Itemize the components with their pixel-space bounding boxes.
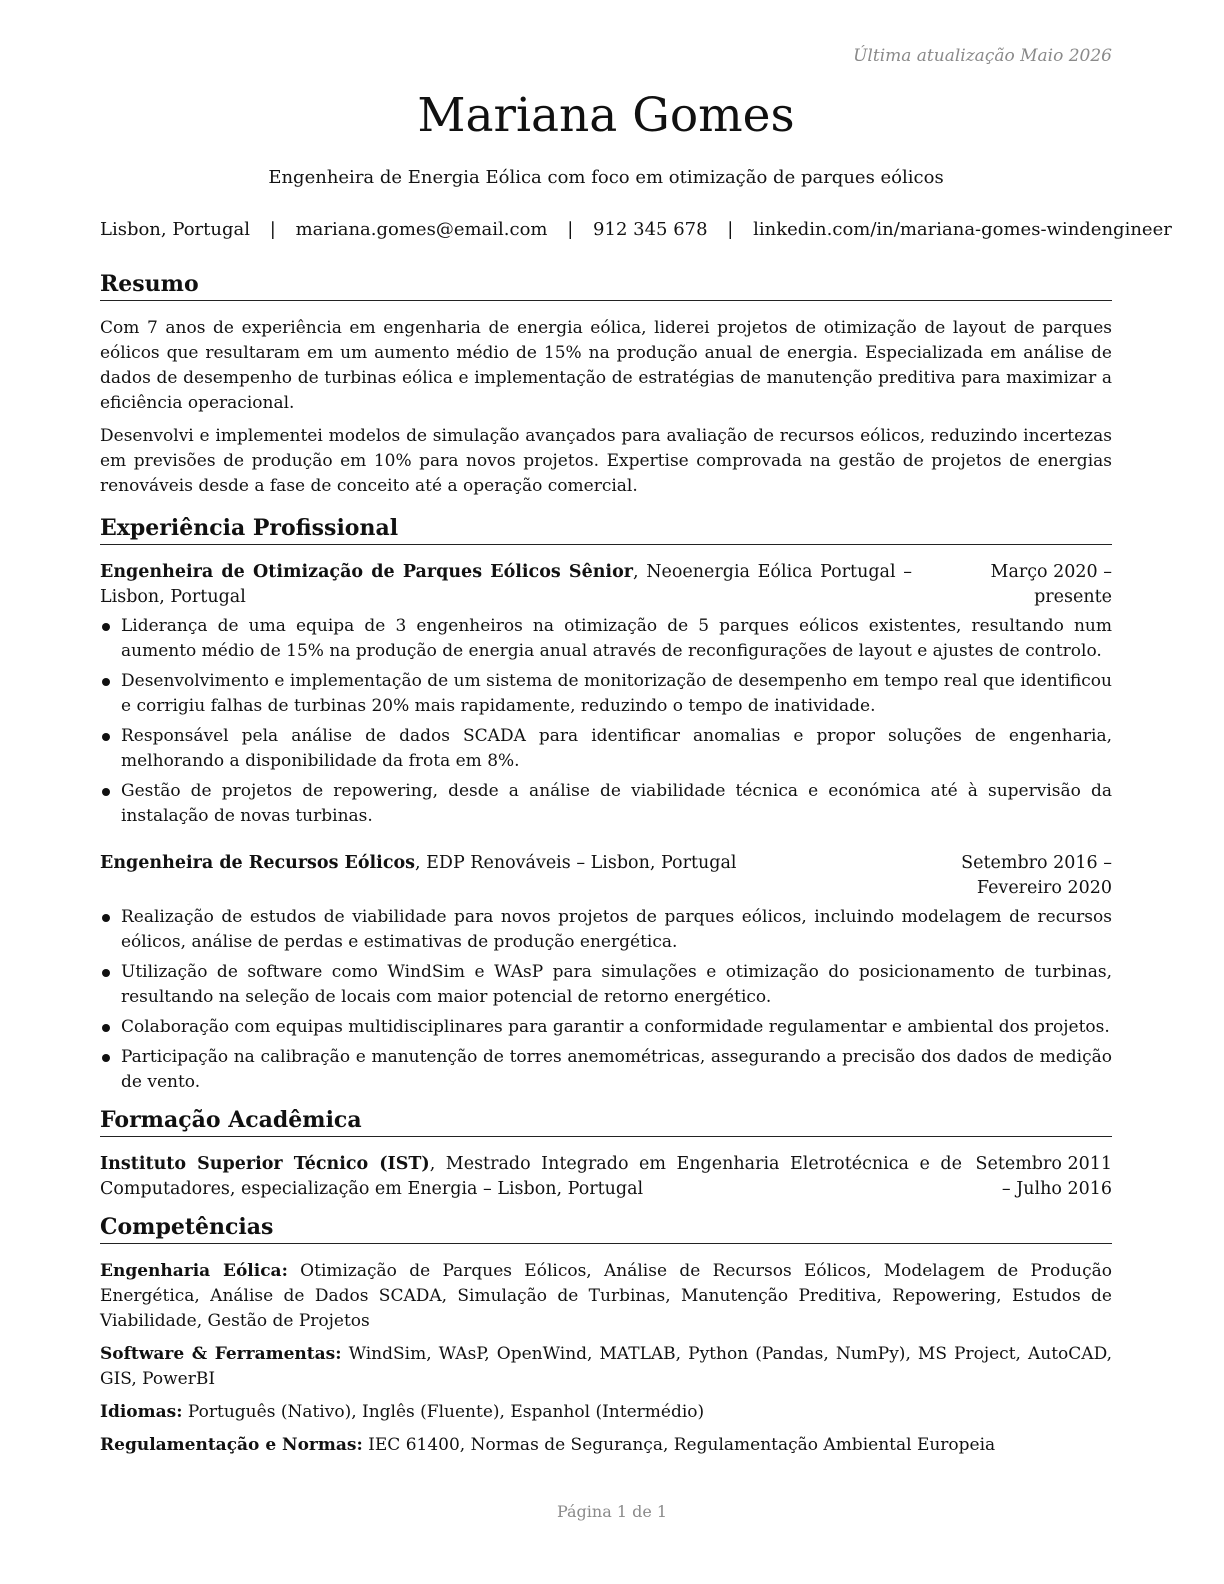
job-bullet bbox=[100, 960, 1112, 1010]
section-title-skills: Competências bbox=[100, 1212, 1112, 1244]
job-bullet bbox=[100, 724, 1112, 774]
education-institution: Instituto Superior Técnico (IST) bbox=[100, 1154, 430, 1174]
job-organization: , EDP Renováveis – Lisbon, Portugal bbox=[415, 853, 737, 873]
bullet-text: Responsável pela análise de dados SCADA para identificar anomalias e propor soluções de engenharia, melhorando a disponibilidade da frota em 8%. bbox=[121, 726, 1112, 771]
job-bullet bbox=[100, 614, 1112, 664]
summary-paragraph: Desenvolvi e implementei modelos de simulação avançados para avaliação de recursos eólicos, reduzindo incertezas em previsões de produção em 10% para novos projetos. Expertise comprovada na gestão de projetos de energias renováveis desde a fase de conceito até a operação comercial. bbox=[100, 426, 1112, 496]
education-dates: Setembro 2011 – Julho 2016 bbox=[975, 1154, 1112, 1199]
job-dates: Março 2020 – presente bbox=[990, 562, 1112, 607]
bullet-icon bbox=[102, 969, 110, 977]
job-bullet bbox=[100, 1015, 1112, 1040]
job-bullet bbox=[100, 1045, 1112, 1095]
contact-phone: 912 345 678 bbox=[593, 219, 708, 240]
bullet-text: Liderança de uma equipa de 3 engenheiros na otimização de 5 parques eólicos existentes, resultando num aumento médio de 15% na produção de energia anual através de reconfigurações de layout e ajustes de controlo. bbox=[121, 616, 1112, 661]
contact-separator: | bbox=[269, 219, 276, 240]
bullet-icon bbox=[102, 788, 110, 796]
contact-separator: | bbox=[567, 219, 574, 240]
bullet-text: Colaboração com equipas multidisciplinares para garantir a conformidade regulamentar e ambiental dos projetos. bbox=[121, 1017, 1110, 1037]
job-bullet-list bbox=[100, 905, 1112, 1095]
skill-label: Idiomas: bbox=[100, 1402, 183, 1422]
tagline: Engenheira de Energia Eólica com foco em otimização de parques eólicos bbox=[268, 167, 944, 188]
education-details: , Mestrado Integrado em Engenharia Eletrotécnica e de Computadores, especialização em Energia – Lisbon, Portugal bbox=[100, 1154, 962, 1199]
job-title-line bbox=[100, 560, 912, 610]
job-bullet-list bbox=[100, 614, 1112, 829]
skill-group bbox=[100, 1342, 1112, 1392]
skill-label: Regulamentação e Normas: bbox=[100, 1435, 363, 1455]
bullet-icon bbox=[102, 1024, 110, 1032]
section-title-education: Formação Acadêmica bbox=[100, 1105, 1112, 1137]
contact-email[interactable]: mariana.gomes@email.com bbox=[295, 219, 548, 240]
job-header bbox=[100, 851, 1112, 901]
job-role: Engenheira de Otimização de Parques Eólicos Sênior bbox=[100, 562, 633, 582]
skill-label: Software & Ferramentas: bbox=[100, 1344, 342, 1364]
bullet-icon bbox=[102, 914, 110, 922]
skill-value: WindSim, WAsP, OpenWind, MATLAB, Python (Pandas, NumPy), MS Project, AutoCAD, GIS, PowerBI bbox=[100, 1344, 1112, 1389]
bullet-text: Participação na calibração e manutenção de torres anemométricas, assegurando a precisão dos dados de medição de vento. bbox=[121, 1047, 1112, 1092]
skill-label: Engenharia Eólica: bbox=[100, 1261, 288, 1281]
contact-location: Lisbon, Portugal bbox=[100, 219, 251, 240]
candidate-name: Mariana Gomes bbox=[417, 88, 795, 143]
bullet-text: Utilização de software como WindSim e WAsP para simulações e otimização do posicionamento de turbinas, resultando na seleção de locais com maior potencial de retorno energético. bbox=[121, 962, 1112, 1007]
job-role: Engenheira de Recursos Eólicos bbox=[100, 853, 416, 873]
last-updated: Última atualização Maio 2026 bbox=[853, 46, 1112, 66]
job-organization: , Neoenergia Eólica Portugal – Lisbon, Portugal bbox=[100, 562, 912, 607]
page-number: Página 1 de 1 bbox=[556, 1502, 668, 1521]
skill-value: Otimização de Parques Eólicos, Análise de Recursos Eólicos, Modelagem de Produção Energética, Análise de Dados SCADA, Simulação de Turbinas, Manutenção Preditiva, Repowering, Estudos de Viabilidade, Gestão de Projetos bbox=[100, 1261, 1113, 1331]
bullet-icon bbox=[102, 678, 110, 686]
skill-group bbox=[100, 1259, 1112, 1334]
bullet-icon bbox=[102, 623, 110, 631]
job-title-line bbox=[100, 851, 872, 876]
job-bullet bbox=[100, 779, 1112, 829]
job-bullet bbox=[100, 905, 1112, 955]
education-line bbox=[100, 1152, 962, 1202]
bullet-icon bbox=[102, 1054, 110, 1062]
skills-section bbox=[100, 1259, 1112, 1458]
resume-page bbox=[100, 40, 1172, 1466]
job-header bbox=[100, 560, 1112, 610]
bullet-text: Gestão de projetos de repowering, desde a análise de viabilidade técnica e económica até à supervisão da instalação de novas turbinas. bbox=[121, 781, 1112, 826]
job-dates: Setembro 2016 – Fevereiro 2020 bbox=[961, 853, 1112, 898]
contact-linkedin[interactable]: linkedin.com/in/mariana-gomes-windengineer bbox=[753, 219, 1172, 240]
skill-group bbox=[100, 1400, 1112, 1425]
skill-value: Português (Nativo), Inglês (Fluente), Espanhol (Intermédio) bbox=[187, 1402, 705, 1422]
summary-paragraph: Com 7 anos de experiência em engenharia de energia eólica, liderei projetos de otimização de layout de parques eólicos que resultaram em um aumento médio de 15% na produção anual de energia. Especializada em análise de dados de desempenho de turbinas eólica e implementação de estratégias de manutenção preditiva para maximizar a eficiência operacional. bbox=[100, 318, 1112, 413]
bullet-text: Desenvolvimento e implementação de um sistema de monitorização de desempenho em tempo real que identificou e corrigiu falhas de turbinas 20% mais rapidamente, reduzindo o tempo de inatividade. bbox=[121, 671, 1112, 716]
skill-group bbox=[100, 1433, 1112, 1458]
summary-section bbox=[100, 316, 1112, 499]
bullet-icon bbox=[102, 733, 110, 741]
section-title-experience: Experiência Profissional bbox=[100, 513, 1112, 545]
contact-separator: | bbox=[727, 219, 734, 240]
contact-line bbox=[100, 218, 1172, 242]
section-title-summary: Resumo bbox=[100, 269, 1112, 301]
bullet-text: Realização de estudos de viabilidade para novos projetos de parques eólicos, incluindo modelagem de recursos eólicos, análise de perdas e estimativas de produção energética. bbox=[121, 907, 1112, 952]
education-entry bbox=[100, 1152, 1112, 1202]
job-bullet bbox=[100, 669, 1112, 719]
skill-value: IEC 61400, Normas de Segurança, Regulamentação Ambiental Europeia bbox=[368, 1435, 996, 1455]
